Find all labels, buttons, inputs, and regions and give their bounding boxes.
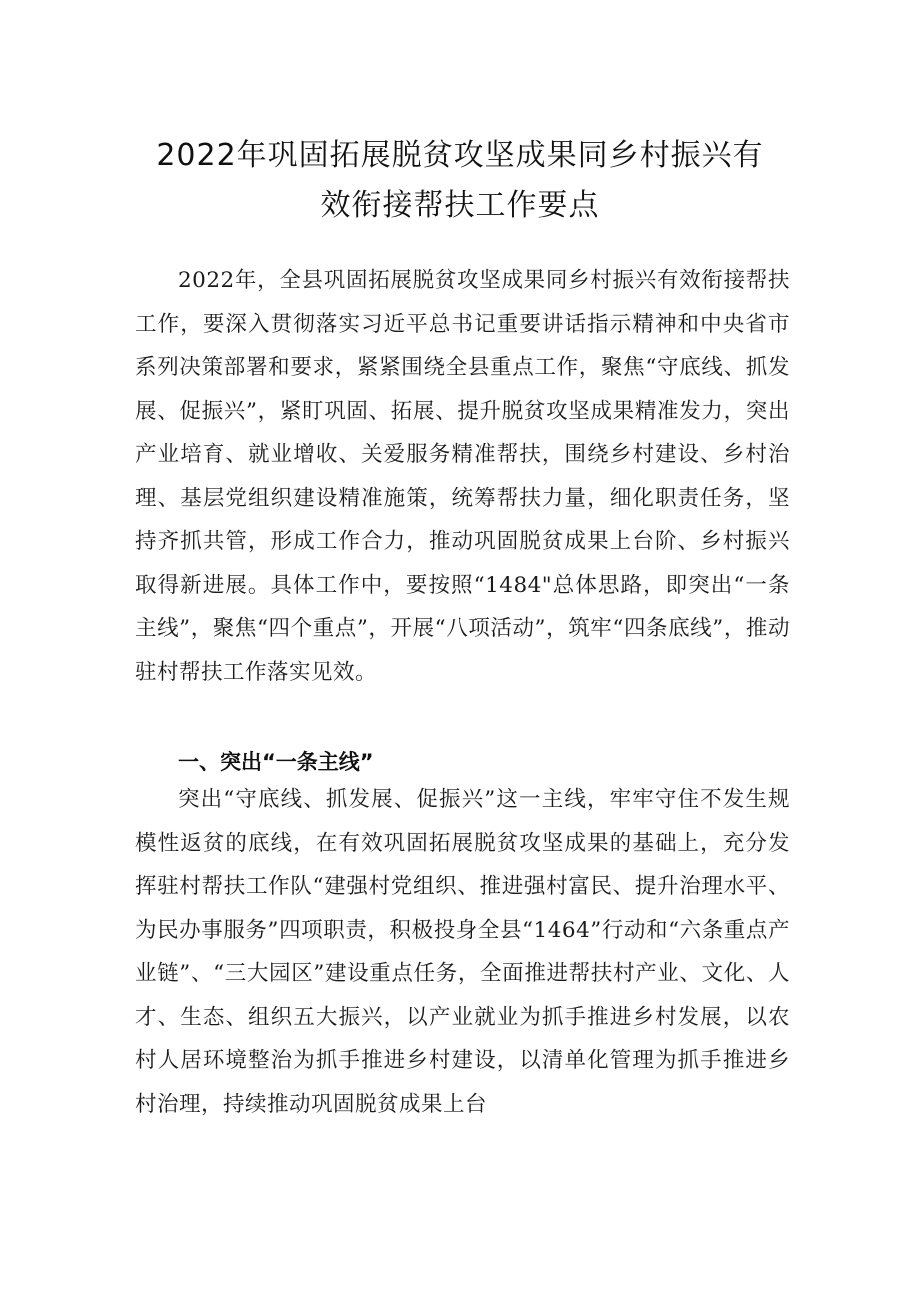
intro-paragraph: 2022年，全县巩固拓展脱贫攻坚成果同乡村振兴有效衔接帮扶工作，要深入贯彻落实习近平总书记重要讲话指示精神和中央省市系列决策部署和要求，紧紧围绕全县重点工作，聚焦“守底线、抓发展、促振兴”，紧盯巩固、拓展、提升脱贫攻坚成果精准发力，突出产业培育、就业增收、关爱服务精准帮扶，围绕乡村建设、乡村治理、基层党组织建设精准施策，统筹帮扶力量，细化职责任务，坚持齐抓共管，形成工作合力，推动巩固脱贫成果上台阶、乡村振兴取得新进展。具体工作中，要按照“1484"总体思路，即突出“一条主线”，聚焦“四个重点”，开展“八项活动”，筑牢“四条底线”，推动驻村帮扶工作落实见效。 — [135, 268, 790, 685]
document-title-line-2: 效衔接帮扶工作要点 — [320, 188, 600, 223]
section-1-heading: 一、突出“一条主线” — [178, 750, 374, 774]
document-title-line-1: 2022年巩固拓展脱贫攻坚成果同乡村振兴有 — [156, 138, 764, 173]
section-1-paragraph: 突出“守底线、抓发展、促振兴”这一主线，牢牢守住不发生规模性返贫的底线，在有效巩固拓展脱贫攻坚成果的基础上，充分发挥驻村帮扶工作队“建强村党组织、推进强村富民、提升治理水平、为民办事服务”四项职责，积极投身全县“1464”行动和“六条重点产业链”、“三大园区”建设重点任务，全面推进帮扶村产业、文化、人才、生态、组织五大振兴，以产业就业为抓手推进乡村发展，以农村人居环境整治为抓手推进乡村建设，以清单化管理为抓手推进乡村治理，持续推动巩固脱贫成果上台 — [135, 787, 790, 1117]
